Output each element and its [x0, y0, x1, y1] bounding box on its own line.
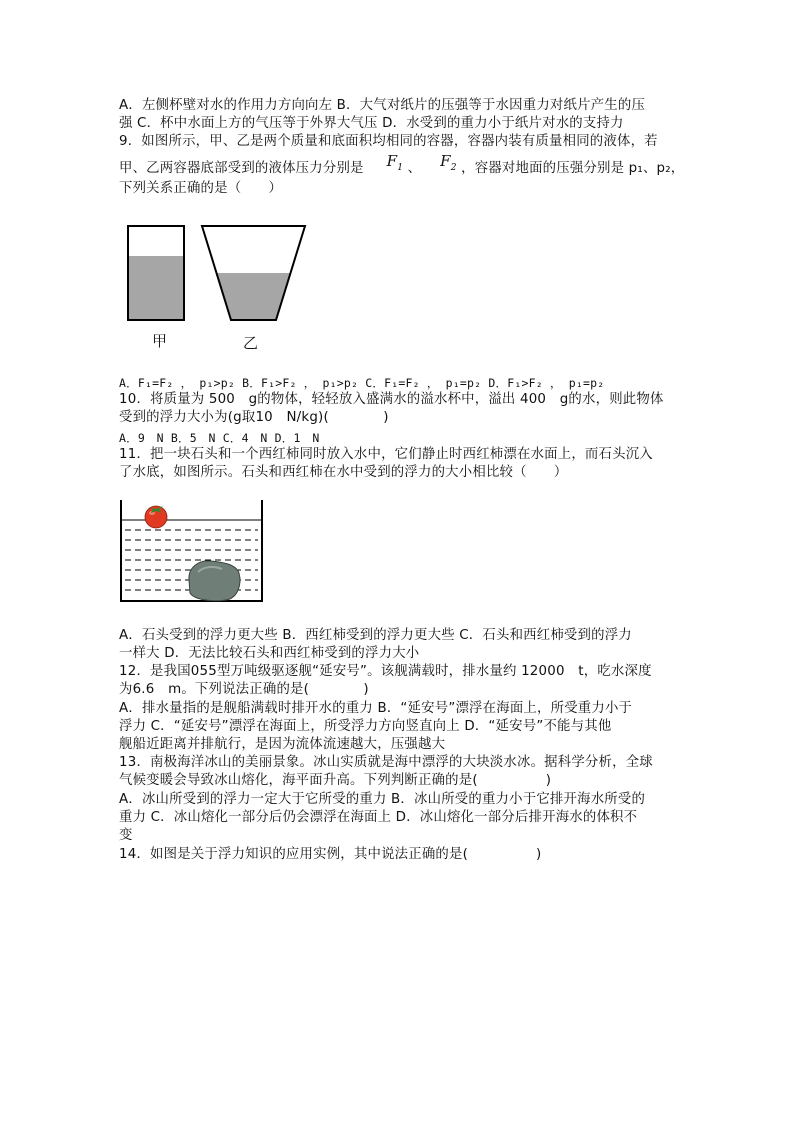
q9-stem-text-a: 甲、乙两容器底部受到的液体压力分别是: [119, 161, 364, 176]
q13-stem-line-2: 气候变暖会导致冰山熔化，海平面升高。下列判断正确的是( ): [119, 773, 552, 788]
q9-stem-text-b: ，容器对地面的压强分别是 p₁、p₂，: [461, 161, 685, 176]
q9-containers-figure: [120, 222, 340, 326]
q12-stem-line-2: 为6.6 m。下列说法正确的是( ): [119, 682, 369, 697]
label-jia: 甲: [152, 332, 168, 350]
label-yi: 乙: [243, 334, 259, 352]
q9-options: A．F₁=F₂ ， p₁>p₂ B．F₁>F₂ ， p₁>p₂ C．F₁=F₂ ， p₁=p₂ D．F₁>F₂ ， p₁=p₂: [119, 376, 605, 390]
q11-options-line-2: 一样大 D．无法比较石头和西红柿受到的浮力大小: [119, 646, 420, 661]
container-yi-liquid: [216, 273, 292, 320]
q13-options-line-2: 重力 C．冰山熔化一部分后仍会漂浮在海面上 D．冰山熔化一部分后排开海水的体积不: [119, 810, 638, 825]
q11-stem-line-1: 11．把一块石头和一个西红柿同时放入水中，它们静止时西红柿漂在水面上，而石头沉入: [119, 447, 653, 462]
q10-stem-line-2: 受到的浮力大小为(g取10 N/kg)( ): [119, 410, 389, 425]
tomato-icon: [145, 506, 167, 528]
q8-options-line-2: 强 C．杯中水面上方的气压等于外界大气压 D．水受到的重力小于纸片对水的支持力: [119, 116, 624, 131]
q10-stem-line-1: 10．将质量为 500 g的物体，轻轻放入盛满水的溢水杯中，溢出 400 g的水，则此物体: [119, 392, 664, 407]
q9-stem-line-3: 下列关系正确的是（ ）: [119, 181, 283, 196]
q10-options: A．9 N B．5 N C．4 N D．1 N: [119, 431, 320, 445]
q13-stem-line-1: 13．南极海洋冰山的美丽景象。冰山实质就是海中漂浮的大块淡水冰。据科学分析，全球: [119, 755, 653, 770]
q12-options-line-1: A．排水量指的是舰船满载时排开水的重力 B．“延安号”漂浮在海面上，所受重力小于: [119, 701, 633, 716]
q9-stem-line-1: 9．如图所示，甲、乙是两个质量和底面积均相同的容器，容器内装有质量相同的液体，若: [119, 134, 658, 149]
q14-stem-line-1: 14．如图是关于浮力知识的应用实例，其中说法正确的是( ): [119, 847, 542, 862]
container-jia-liquid: [128, 256, 184, 320]
q9-separator: 、: [407, 161, 422, 176]
q11-options-line-1: A．石头受到的浮力更大些 B．西红柿受到的浮力更大些 C．石头和西红柿受到的浮力: [119, 628, 632, 643]
q9-force-f2: $F_2$: [440, 152, 457, 173]
q11-tank-figure: [118, 498, 268, 604]
q8-options-line-1: A．左侧杯壁对水的作用力方向向左 B．大气对纸片的压强等于水因重力对纸片产生的压: [119, 98, 646, 113]
q12-options-line-2: 浮力 C．“延安号”漂浮在海面上，所受浮力方向竖直向上 D．“延安号”不能与其他: [119, 719, 612, 734]
stone-icon: [189, 561, 240, 601]
q11-stem-line-2: 了水底，如图所示。石头和西红柿在水中受到的浮力的大小相比较（ ）: [119, 465, 568, 480]
q13-options-line-3: 变: [119, 828, 133, 843]
q13-options-line-1: A．冰山所受到的浮力一定大于它所受的重力 B．冰山所受的重力小于它排开海水所受的: [119, 792, 646, 807]
q12-options-line-3: 舰船近距离并排航行，是因为流体流速越大，压强越大: [119, 737, 446, 752]
q9-force-f1: $F_1$: [386, 152, 404, 173]
q12-stem-line-1: 12．是我国055型万吨级驱逐舰“延安号”。该舰满载时，排水量约 12000 t，吃水深度: [119, 664, 652, 679]
